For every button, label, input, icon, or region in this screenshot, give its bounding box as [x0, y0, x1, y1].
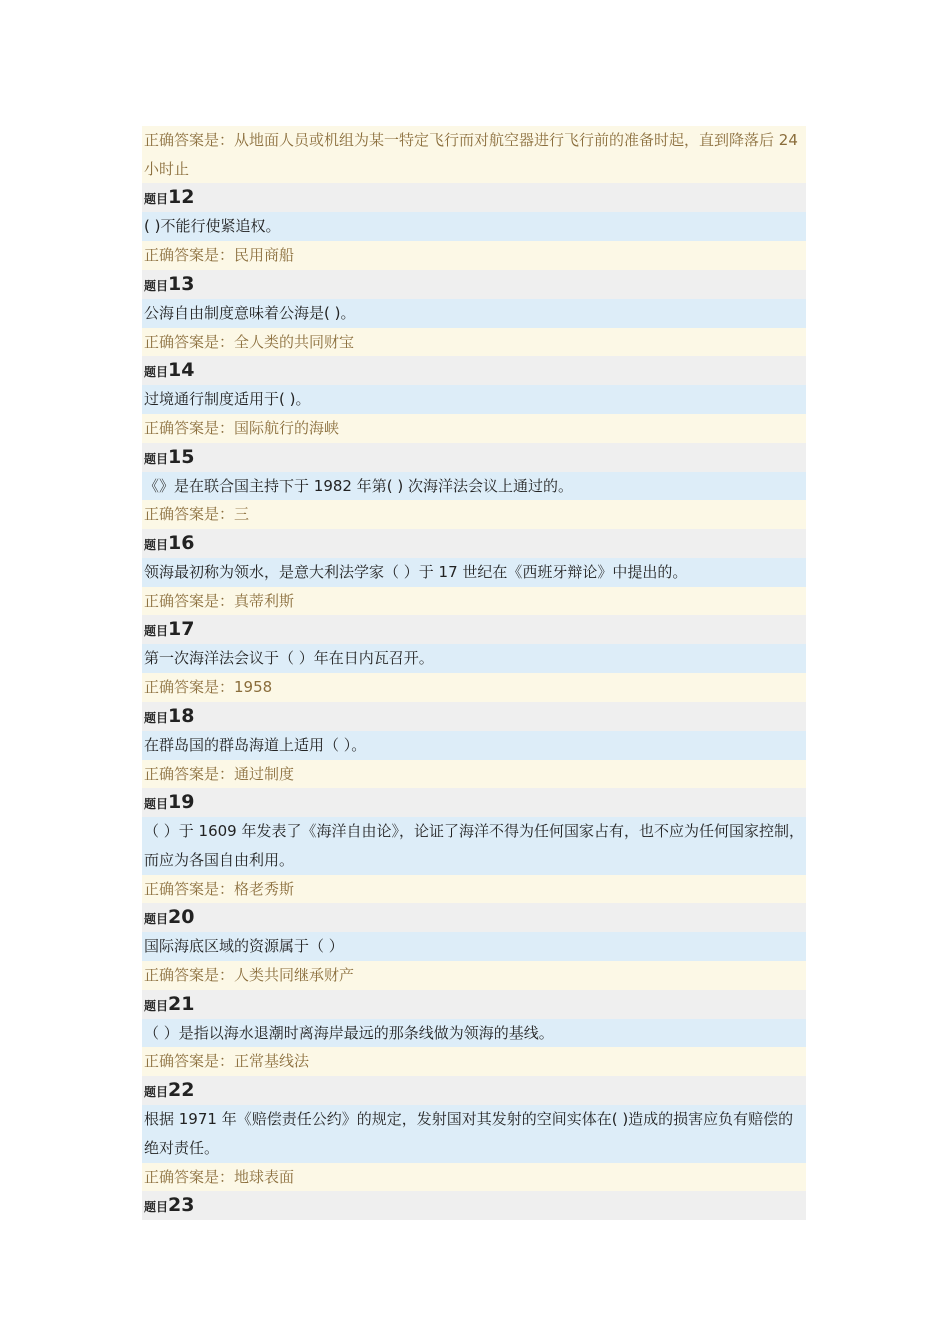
answer-text: 真蒂利斯 — [234, 591, 295, 610]
answer-row — [142, 241, 806, 270]
answer-row — [142, 875, 806, 904]
question-number: 22 — [168, 1079, 195, 1102]
question-heading — [142, 356, 806, 385]
question-heading — [142, 990, 806, 1019]
answer-prefix: 正确答案是： — [144, 131, 235, 149]
question-block — [142, 702, 806, 788]
question-label: 题目 — [144, 451, 169, 466]
question-heading — [142, 788, 806, 817]
answer-prefix: 正确答案是： — [144, 505, 235, 524]
question-label: 题目 — [144, 365, 169, 380]
question-text: 第一次海洋法会议于（ ）年在日内瓦召开。 — [142, 644, 806, 673]
answer-text: 从地面人员或机组为某一特定飞行而对航空器进行飞行前的准备时起，直到降落后 24 小时止 — [144, 131, 798, 178]
answer-prefix: 正确答案是： — [144, 246, 235, 265]
question-number: 19 — [168, 791, 195, 814]
question-label: 题目 — [144, 912, 169, 927]
answer-prefix: 正确答案是： — [144, 591, 235, 610]
answer-prefix: 正确答案是： — [144, 764, 235, 783]
question-text: 国际海底区域的资源属于（ ） — [142, 932, 806, 961]
question-heading — [142, 615, 806, 644]
answer-text: 正常基线法 — [234, 1052, 310, 1071]
answer-row — [142, 126, 806, 183]
question-number: 15 — [168, 445, 195, 468]
question-number: 12 — [168, 186, 195, 209]
question-number: 13 — [168, 272, 195, 295]
answer-text: 三 — [234, 505, 250, 524]
question-label: 题目 — [144, 1085, 169, 1100]
answer-prefix: 正确答案是： — [144, 332, 235, 351]
question-block — [142, 1076, 806, 1191]
question-number: 14 — [168, 359, 195, 382]
question-heading — [142, 270, 806, 299]
question-block — [142, 903, 806, 989]
answer-text: 地球表面 — [234, 1167, 295, 1186]
answer-text: 国际航行的海峡 — [234, 418, 340, 437]
question-label: 题目 — [144, 278, 169, 293]
question-block — [142, 183, 806, 269]
answer-row — [142, 1163, 806, 1192]
answer-prefix: 正确答案是： — [144, 1167, 235, 1186]
question-text: ( )不能行使紧追权。 — [142, 212, 806, 241]
question-number: 18 — [168, 704, 195, 727]
answer-prefix: 正确答案是： — [144, 879, 235, 898]
question-block — [142, 529, 806, 615]
question-block — [142, 990, 806, 1076]
question-text: （ ）于 1609 年发表了《海洋自由论》，论证了海洋不得为任何国家占有，也不应为任何国家控制，而应为各国自由利用。 — [142, 817, 806, 874]
answer-row — [142, 961, 806, 990]
question-number: 16 — [168, 532, 195, 555]
question-label: 题目 — [144, 624, 169, 639]
question-number: 21 — [168, 992, 195, 1015]
answer-prefix: 正确答案是： — [144, 678, 235, 697]
question-heading — [142, 443, 806, 472]
question-heading — [142, 1076, 806, 1105]
question-label: 题目 — [144, 710, 169, 725]
question-label: 题目 — [144, 192, 169, 207]
question-block — [142, 443, 806, 529]
question-heading — [142, 702, 806, 731]
question-text: 《》是在联合国主持下于 1982 年第( ) 次海洋法会议上通过的。 — [142, 472, 806, 501]
answer-text: 通过制度 — [234, 764, 295, 783]
question-text: 过境通行制度适用于( )。 — [142, 385, 806, 414]
question-block — [142, 615, 806, 701]
question-label: 题目 — [144, 797, 169, 812]
question-text: 领海最初称为领水，是意大利法学家（ ）于 17 世纪在《西班牙辩论》中提出的。 — [142, 558, 806, 587]
question-label: 题目 — [144, 998, 169, 1013]
question-number: 17 — [168, 618, 195, 641]
answer-row — [142, 414, 806, 443]
question-list — [142, 183, 806, 1191]
answer-text: 格老秀斯 — [234, 879, 295, 898]
question-text: （ ）是指以海水退潮时离海岸最远的那条线做为领海的基线。 — [142, 1019, 806, 1048]
answer-text: 全人类的共同财宝 — [234, 332, 355, 351]
question-text: 在群岛国的群岛海道上适用（ ）。 — [142, 731, 806, 760]
question-heading — [142, 903, 806, 932]
answer-row — [142, 587, 806, 616]
answer-text: 人类共同继承财产 — [234, 966, 355, 985]
question-heading — [142, 529, 806, 558]
answer-row — [142, 1047, 806, 1076]
answer-prefix: 正确答案是： — [144, 418, 235, 437]
question-text: 公海自由制度意味着公海是( )。 — [142, 299, 806, 328]
question-number: 20 — [168, 906, 195, 929]
question-label: 题目 — [144, 538, 169, 553]
answer-row — [142, 328, 806, 357]
question-number: 23 — [168, 1194, 195, 1217]
answer-prefix: 正确答案是： — [144, 1052, 235, 1071]
answer-row — [142, 673, 806, 702]
answer-row — [142, 500, 806, 529]
question-block — [142, 270, 806, 356]
question-text: 根据 1971 年《赔偿责任公约》的规定，发射国对其发射的空间实体在( )造成的损害应负有赔偿的绝对责任。 — [142, 1105, 806, 1162]
question-block — [142, 356, 806, 442]
question-heading — [142, 183, 806, 212]
answer-text: 民用商船 — [234, 246, 295, 265]
answer-prefix: 正确答案是： — [144, 966, 235, 985]
question-block — [142, 788, 806, 903]
question-heading — [142, 1191, 806, 1220]
answer-text: 1958 — [234, 678, 273, 697]
quiz-review-content — [142, 126, 806, 1220]
answer-row — [142, 760, 806, 789]
question-label: 题目 — [144, 1200, 169, 1215]
